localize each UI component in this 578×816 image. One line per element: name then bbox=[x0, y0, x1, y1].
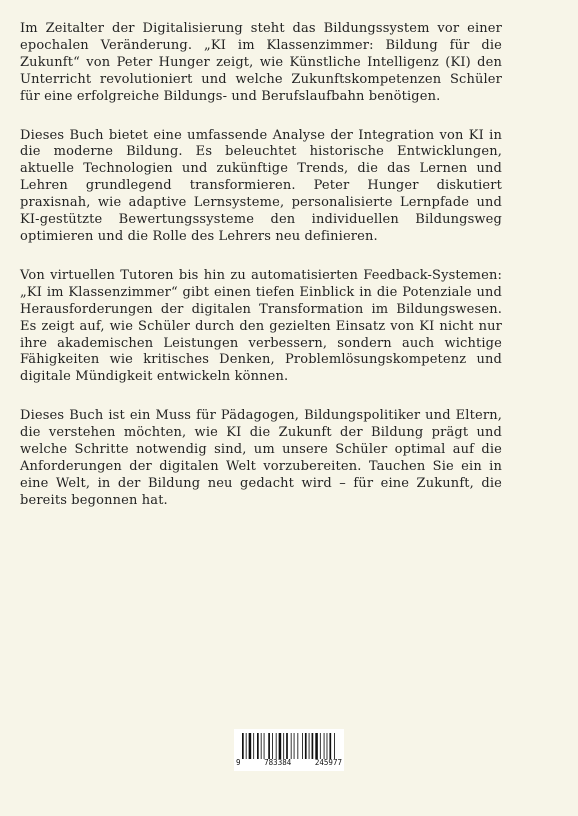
blurb-paragraph-1: Im Zeitalter der Digitalisierung steht das Bildungssystem vor einer epochalen Veränderung. „KI im Klassenzimmer: Bildung für die Zukunft“ von Peter Hunger zeigt, wie Künstliche Intelligenz (KI) den Unterricht revolutioniert und welche Zukunftskompetenzen Schüler für eine erfolgreiche Bildungs- und Berufslaufbahn benötigen. bbox=[20, 21, 502, 104]
blurb-paragraph-2: Dieses Buch bietet eine umfassende Analyse der Integration von KI in die moderne Bildung. Es beleuchtet historische Entwicklungen, aktuelle Technologien und zukünftige Trends, die das Lernen und Lehren grundlegend transformieren. Peter Hunger diskutiert praxisnah, wie adaptive Lernsysteme, personalisierte Lernpfade und KI-gestützte Bewertungssysteme den individuellen Bildungsweg optimieren und die Rolle des Lehrers neu definieren. bbox=[20, 127, 502, 244]
barcode-bar-24 bbox=[329, 733, 331, 759]
barcode-bar-11 bbox=[283, 733, 284, 759]
barcode-bar-18 bbox=[309, 733, 310, 759]
barcode-bar-15 bbox=[297, 733, 298, 759]
barcode-bar-1 bbox=[246, 733, 247, 759]
barcode-bar-0 bbox=[242, 733, 244, 759]
barcode-bar-13 bbox=[291, 733, 292, 759]
barcode-bar-17 bbox=[305, 733, 307, 759]
barcode-bar-19 bbox=[312, 733, 314, 759]
barcode-bar-22 bbox=[324, 733, 325, 759]
blurb-paragraph-3: Von virtuellen Tutoren bis hin zu automatisierten Feedback-Systemen: „KI im Klassenzimmer“ gibt einen tiefen Einblick in die Potenziale und Herausforderungen der digitalen Transformation im Bildungswesen. Es zeigt auf, wie Schüler durch den gezielten Einsatz von KI nicht nur ihre akademischen Leistungen verbessern, sondern auch wichtige Fähigkeiten wie kritisches Denken, Problemlösungskompetenz und digitale Mündigkeit entwickeln können. bbox=[20, 267, 502, 385]
barcode-bar-8 bbox=[272, 733, 273, 759]
barcode-bar-9 bbox=[276, 733, 277, 759]
barcode-digits bbox=[236, 758, 342, 767]
barcode-bar-20 bbox=[315, 733, 318, 759]
barcode-bar-21 bbox=[320, 733, 321, 759]
barcode-digits-right: 245977 bbox=[314, 758, 342, 767]
barcode-bar-12 bbox=[286, 733, 288, 759]
barcode-bar-10 bbox=[279, 733, 282, 759]
barcode-bars bbox=[242, 733, 336, 759]
barcode-bar-16 bbox=[302, 733, 303, 759]
barcode-digits-left: 783384 bbox=[264, 758, 292, 767]
barcode-bar-5 bbox=[261, 733, 262, 759]
barcode-bar-4 bbox=[257, 733, 259, 759]
barcode-bar-6 bbox=[264, 733, 265, 759]
blurb-paragraph-4: Dieses Buch ist ein Muss für Pädagogen, Bildungspolitiker und Eltern, die verstehen möchten, wie KI die Zukunft der Bildung prägt und welche Schritte notwendig sind, um unsere Schüler optimal auf die Anforderungen der digitalen Welt vorzubereiten. Tauchen Sie ein in eine Welt, in der Bildung neu gedacht wird – für eine Zukunft, die bereits begonnen hat. bbox=[20, 408, 502, 508]
back-cover-text bbox=[20, 21, 502, 532]
barcode-bar-3 bbox=[253, 733, 254, 759]
isbn-barcode bbox=[234, 729, 344, 771]
barcode-bar-7 bbox=[268, 733, 270, 759]
barcode-bar-25 bbox=[334, 733, 335, 759]
barcode-digit-prefix: 9 bbox=[236, 758, 241, 767]
barcode-bar-2 bbox=[249, 733, 252, 759]
barcode-bar-14 bbox=[294, 733, 295, 759]
barcode-bar-23 bbox=[327, 733, 328, 759]
